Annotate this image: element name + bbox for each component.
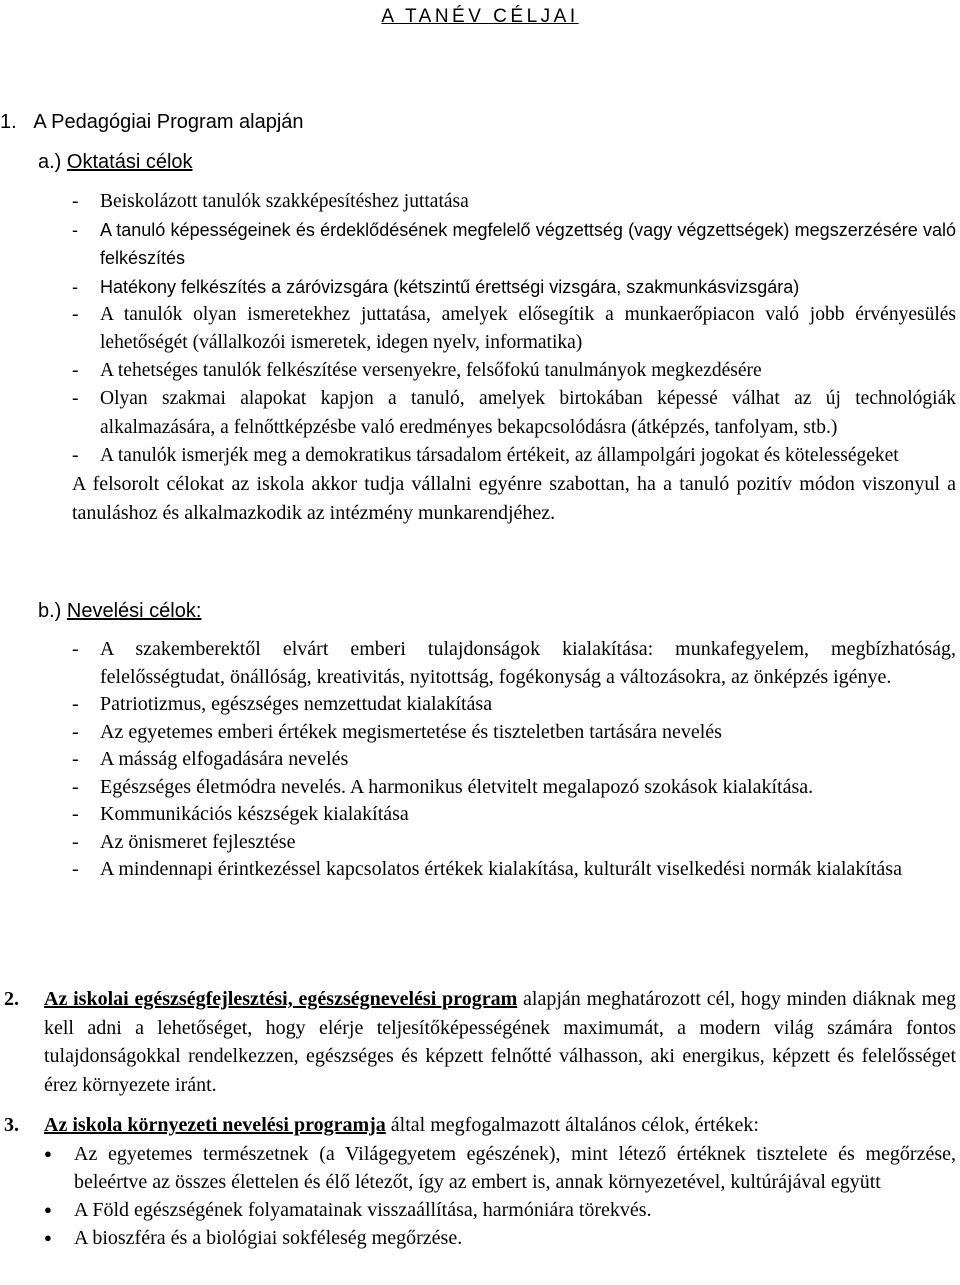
list-item: - A mindennapi érintkezéssel kapcsolatos értékek kialakítása, kulturált viselkedési normák kialakítása <box>72 856 956 884</box>
page-title: A TANÉV CÉLJAI <box>381 6 579 27</box>
program-link: Az iskola környezeti nevelési programja <box>44 1114 386 1136</box>
section-2-number: 2. <box>4 988 19 1010</box>
list-item: ● A bioszféra és a biológiai sokféleség megőrzése. <box>44 1224 956 1252</box>
list-item: - Hatékony felkészítés a záróvizsgára (kétszintű érettségi vizsgára, szakmunkásvizsgára) <box>72 273 956 301</box>
list-item: - A tanuló képességeinek és érdeklődésének megfelelő végzettség (vagy végzettségek) megszerzésére való felkészítés <box>72 216 956 272</box>
list-item: - Olyan szakmai alapokat kapjon a tanuló, amelyek birtokában képessé válhat az új technológiák alkalmazására, a felnőttképzésbe való eredményes bekapcsolódásra (átképzés, tanfolyam, stb.) <box>72 385 956 441</box>
section-2-paragraph <box>44 985 956 1099</box>
list-item: - A tanulók ismerjék meg a demokratikus társadalom értékeit, az állampolgári jogokat és kötelességeket <box>72 442 956 470</box>
subsection-a-label: a.) <box>38 151 62 173</box>
subsection-b-title: Nevelési célok: <box>66 600 202 622</box>
list-item: - A szakemberektől elvárt emberi tulajdonságok kialakítása: munkafegyelem, megbízhatóság, felelősségtudat, önállóság, kreativitás, nyitottság, fogékonyság a változásokra, az önképzés igénye. <box>72 636 956 691</box>
subsection-a-title: Oktatási célok <box>66 151 193 173</box>
section-1-heading <box>0 108 940 136</box>
subsection-b-list <box>72 636 956 884</box>
list-item: ● A Föld egészségének folyamatainak visszaállítása, harmóniára törekvés. <box>44 1196 956 1224</box>
list-item: - A tehetséges tanulók felkészítése versenyekre, felsőfokú tanulmányok megkezdésére <box>72 357 956 385</box>
list-item: - Patriotizmus, egészséges nemzettudat kialakítása <box>72 691 956 719</box>
subsection-b-label: b.) <box>38 600 62 622</box>
subsection-b-heading <box>38 597 201 625</box>
section-2-text: alapján meghatározott cél, hogy minden diáknak meg kell adni a lehetőséget, hogy elérje teljesítőképességének maximumát, a modern világ számára fontos tulajdonságokkal rendelkezzen, egészséges és képzett felnőtté válhasson, aki energikus, képzett és felelősséget érez környezete iránt. <box>44 988 956 1096</box>
section-3-text: által megfogalmazott általános célok, értékek: <box>385 1114 759 1136</box>
program-link: Az iskolai egészségfejlesztési, egészségnevelési program <box>44 988 518 1010</box>
list-item: - A tanulók olyan ismeretekhez juttatása, amelyek elősegítik a munkaerőpiacon való jobb érvényesülés lehetőségét (vállalkozói ismeretek, idegen nyelv, informatika) <box>72 301 956 357</box>
list-item: - Az egyetemes emberi értékek megismertetése és tiszteletben tartására nevelés <box>72 719 956 747</box>
list-item: ● Az egyetemes természetnek (a Világegyetem egészének), mint létező értéknek tisztelete és megőrzése, beleértve az összes élettelen és élő létezőt, így az embert is, annak környezetével, kultúrájával együtt <box>44 1140 956 1196</box>
section-1-number: 1. <box>0 111 17 133</box>
paragraph: A felsorolt célokat az iskola akkor tudja vállalni egyénre szabottan, ha a tanuló pozitív módon viszonyul a tanuláshoz és alkalmazkodik az intézmény munkarendjéhez. <box>72 473 956 525</box>
section-1-title: A Pedagógiai Program alapján <box>33 111 304 133</box>
subsection-a-heading <box>38 148 193 176</box>
list-item: - Egészséges életmódra nevelés. A harmonikus életvitelt megalapozó szokások kialakítása. <box>72 774 956 802</box>
list-item: - Kommunikációs készségek kialakítása <box>72 801 956 829</box>
section-3-number: 3. <box>4 1114 19 1136</box>
list-item: - A másság elfogadására nevelés <box>72 746 956 774</box>
section-3-bullets <box>44 1140 956 1252</box>
list-item: - Az önismeret fejlesztése <box>72 829 956 857</box>
section-3-heading <box>44 1111 956 1140</box>
list-item: - Beiskolázott tanulók szakképesítéshez juttatása <box>72 188 956 216</box>
subsection-a-list <box>72 188 956 528</box>
